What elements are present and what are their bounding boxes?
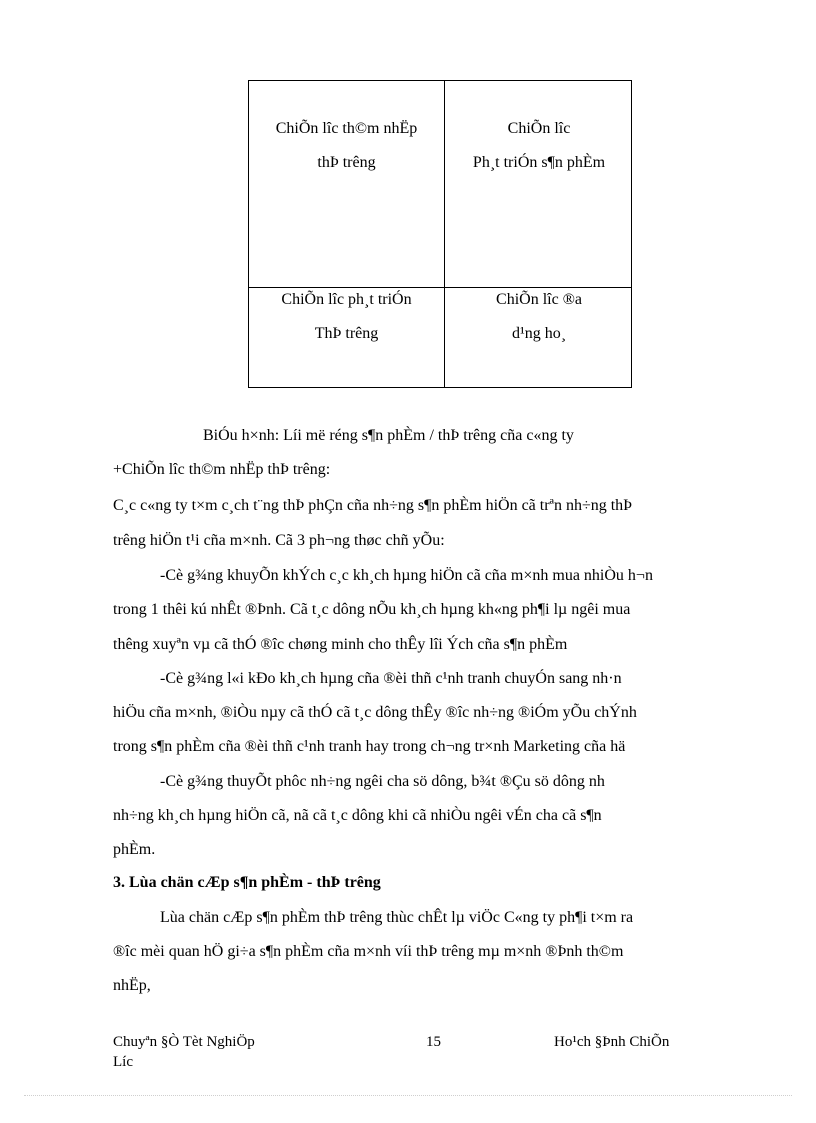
- bullet-1-line: -Cè g¾ng khuyÕn khÝch c¸c kh¸ch hµng hiÖn cã cña m×nh mua nhiÒu h¬n: [160, 567, 653, 584]
- bullet-2-line: hiÖu cña m×nh, ®iÒu nµy cã thÓ cã t¸c dông thÊy ®îc nh÷ng ®iÓm yÕu chÝnh: [113, 704, 637, 721]
- matrix-cell-market-development: ChiÕn lîc ph¸t triÓn ThÞ trêng: [281, 291, 412, 342]
- page-bottom-border: [24, 1095, 792, 1096]
- section-3-heading: 3. Lùa chän cÆp s¶n phÈm - thÞ trêng: [113, 874, 381, 891]
- strategy-matrix: [248, 80, 632, 388]
- paragraph-line: Lùa chän cÆp s¶n phÈm thÞ trêng thùc chÊt lµ viÖc C«ng ty ph¶i t×m ra: [160, 909, 634, 926]
- bullet-2-line: -Cè g¾ng l«i kÐo kh¸ch hµng cña ®èi thñ c¹nh tranh chuyÓn sang nh·n: [160, 670, 622, 687]
- bullet-2-line: trong s¶n phÈm cña ®èi thñ c¹nh tranh hay trong ch¬ng tr×nh Marketing cña hä: [113, 738, 626, 755]
- figure-caption: BiÓu h×nh: Líi më réng s¶n phÈm / thÞ trêng cña c«ng ty: [203, 427, 574, 444]
- bullet-3-line: nh÷ng kh¸ch hµng hiÖn cã, nã cã t¸c dông khi cã nhiÒu ngêi vÉn cha cã s¶n: [113, 807, 602, 824]
- paragraph-line: nhËp,: [113, 977, 151, 994]
- intro-line: trêng hiÖn t¹i cña m×nh. Cã 3 ph¬ng thøc chñ yÕu:: [113, 532, 445, 549]
- matrix-cell-diversification: ChiÕn lîc ®a d¹ng ho¸: [496, 291, 582, 342]
- matrix-cell-product-development: ChiÕn lîc Ph¸t triÓn s¶n phÈm: [472, 120, 606, 171]
- footer-left-continued: Líc: [113, 1054, 133, 1070]
- intro-line: C¸c c«ng ty t×m c¸ch t¨ng thÞ phÇn cña nh÷ng s¶n phÈm hiÖn cã trªn nh÷ng thÞ: [113, 497, 633, 514]
- footer-right: Ho¹ch §Þnh ChiÕn: [554, 1034, 670, 1050]
- matrix-cell-market-penetration: ChiÕn lîc th©m nhËp thÞ trêng: [275, 120, 418, 171]
- section-heading: +ChiÕn lîc th©m nhËp thÞ trêng:: [113, 461, 331, 478]
- bullet-3-line: -Cè g¾ng thuyÕt phôc nh÷ng ngêi cha sö dông, b¾t ®Çu sö dông nh: [160, 773, 605, 790]
- bullet-1-line: trong 1 thêi kú nhÊt ®Þnh. Cã t¸c dông nÕu kh¸ch hµng kh«ng ph¶i lµ ngêi mua: [113, 601, 631, 618]
- paragraph-line: ®îc mèi quan hÖ gi÷a s¶n phÈm cña m×nh víi thÞ trêng mµ m×nh ®Þnh th©m: [113, 943, 624, 960]
- bullet-1-line: thêng xuyªn vµ cã thÓ ®îc chøng minh cho thÊy lîi Ých cña s¶n phÈm: [113, 636, 568, 653]
- bullet-3-line: phÈm.: [113, 841, 156, 858]
- page-number: 15: [426, 1034, 441, 1050]
- footer-left: Chuyªn §Ò Tèt NghiÖp: [113, 1034, 255, 1050]
